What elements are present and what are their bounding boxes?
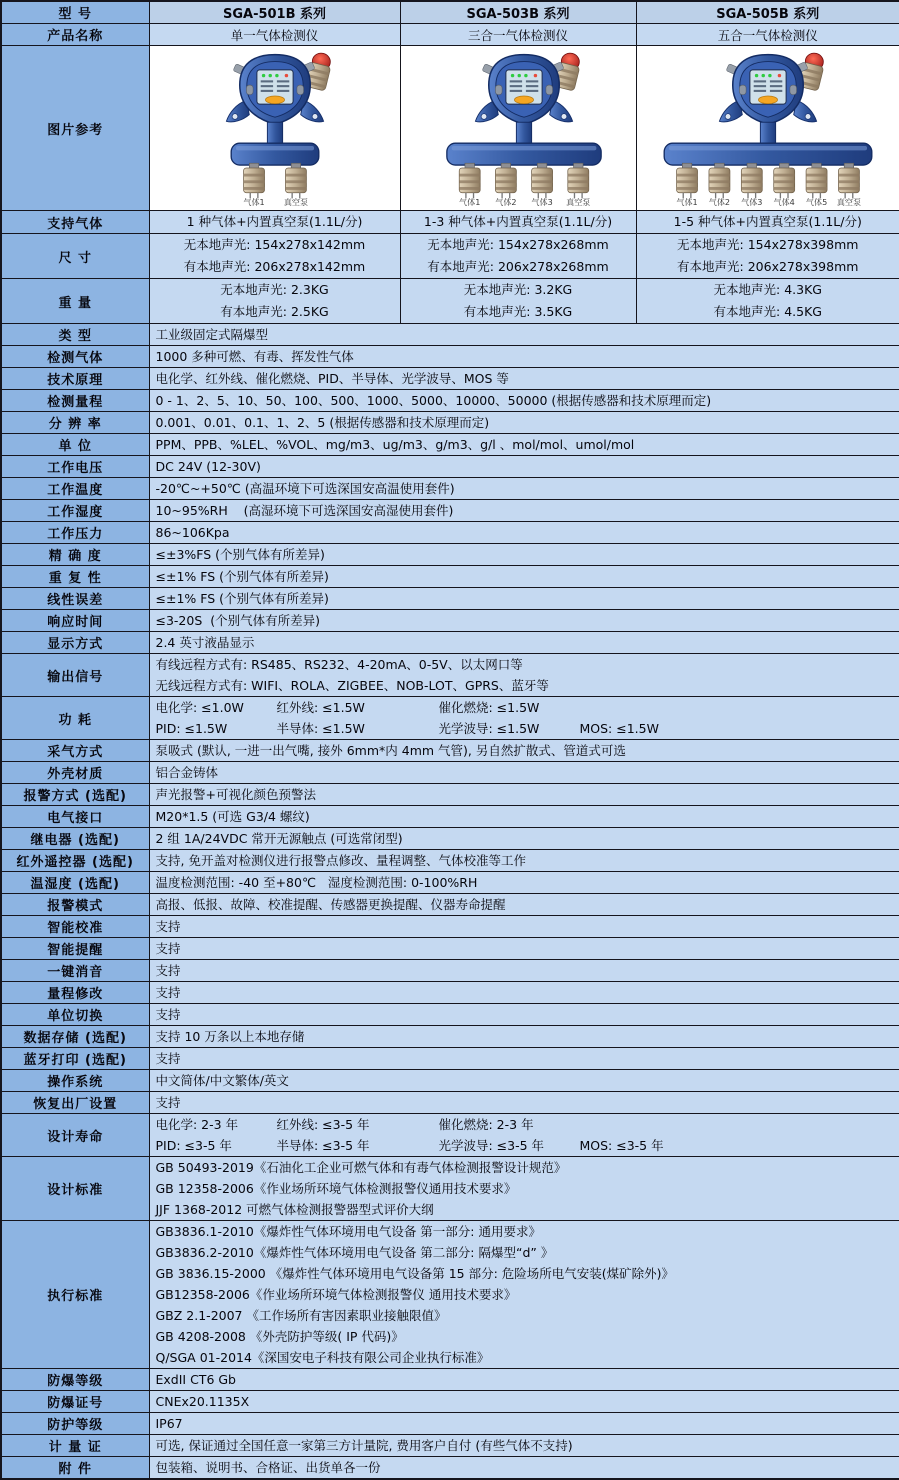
spec-line: 支持	[155, 985, 181, 1000]
compare-line: 无本地声光: 154x278x398mm	[677, 237, 859, 252]
spec-line: GB 3836.15-2000 《爆炸性气体环境用电气设备第 15 部分: 危险场所电气安装(煤矿除外)》	[155, 1266, 675, 1281]
spec-line: GB 50493-2019《石油化工企业可燃气体和有毒气体检测报警设计规范》	[155, 1160, 567, 1175]
spec-line: ExdII CT6 Gb	[155, 1372, 236, 1387]
compare-line: 有本地声光: 206x278x142mm	[183, 259, 366, 274]
spec-row	[1, 806, 899, 828]
spec-row	[1, 346, 899, 368]
spec-line: 支持	[155, 963, 181, 978]
row-label: 分 辨 率	[1, 412, 149, 434]
spec-line: 支持	[155, 941, 181, 956]
compare-row	[1, 211, 899, 234]
compare-line: 无本地声光: 4.3KG	[713, 282, 822, 297]
spec-row	[1, 762, 899, 784]
spec-line: ≤3-20S (个别气体有所差异)	[155, 613, 320, 628]
spec-value-cell	[149, 1114, 899, 1157]
row-label-product-name: 产品名称	[1, 24, 149, 46]
spec-line: GB 12358-2006《作业场所环境气体检测报警仪通用技术要求》	[155, 1181, 517, 1196]
sensor-label: 气体1	[242, 196, 265, 207]
spec-line: 温度检测范围: -40 至+80℃ 湿度检测范围: 0-100%RH	[155, 875, 478, 890]
spec-row	[1, 1114, 899, 1157]
row-label: 报警方式 (选配)	[1, 784, 149, 806]
spec-segment: 半导体: ≤3-5 年	[276, 1138, 370, 1153]
sensor-label: 真空泵	[565, 196, 590, 207]
row-label: 恢复出厂设置	[1, 1092, 149, 1114]
compare-line: 无本地声光: 2.3KG	[220, 282, 329, 297]
spec-row	[1, 1026, 899, 1048]
sensor-cylinder	[837, 163, 861, 207]
row-label: 一键消音	[1, 960, 149, 982]
spec-value-cell	[149, 566, 899, 588]
spec-value-cell	[149, 697, 899, 740]
spec-segment: 电化学: 2-3 年	[155, 1117, 239, 1132]
row-label: 采气方式	[1, 740, 149, 762]
spec-line: ≤±1% FS (个别气体有所差异)	[155, 569, 329, 584]
product-name-cell: 五合一气体检测仪	[636, 24, 899, 46]
product-image-cell	[149, 46, 400, 211]
spec-line: 2 组 1A/24VDC 常开无源触点 (可选常闭型)	[155, 831, 403, 846]
spec-row	[1, 500, 899, 522]
row-label: 重 量	[1, 279, 149, 324]
spec-line: 支持	[155, 919, 181, 934]
spec-row	[1, 1048, 899, 1070]
spec-segment: 催化燃烧: 2-3 年	[438, 1117, 534, 1132]
spec-line: 支持	[155, 1051, 181, 1066]
spec-line: 无线远程方式有: WIFI、ROLA、ZIGBEE、NOB-LOT、GPRS、蓝牙等	[155, 678, 549, 693]
spec-segment: 电化学: ≤1.0W	[155, 700, 244, 715]
spec-line: 工业级固定式隔爆型	[155, 327, 269, 342]
spec-segment: 光学波导: ≤1.5W	[438, 721, 540, 736]
spec-segment: PID: ≤1.5W	[155, 721, 228, 736]
compare-line: 无本地声光: 154x278x268mm	[427, 237, 609, 252]
spec-row	[1, 697, 899, 740]
row-label: 功 耗	[1, 697, 149, 740]
row-label: 设计标准	[1, 1157, 149, 1221]
spec-line: CNEx20.1135X	[155, 1394, 250, 1409]
spec-value-cell	[149, 960, 899, 982]
spec-value-cell	[149, 740, 899, 762]
detector-illustration	[645, 47, 891, 207]
compare-line: 1 种气体+内置真空泵(1.1L/分)	[186, 214, 363, 229]
spec-value-cell	[149, 346, 899, 368]
spec-row	[1, 872, 899, 894]
compare-value-cell	[400, 211, 636, 234]
spec-row	[1, 828, 899, 850]
spec-value-cell	[149, 1221, 899, 1369]
row-label: 量程修改	[1, 982, 149, 1004]
spec-row	[1, 588, 899, 610]
spec-line: 2.4 英寸液晶显示	[155, 635, 255, 650]
spec-line: 泵吸式 (默认, 一进一出气嘴, 接外 6mm*内 4mm 气管), 另自然扩散式、管道式可选	[155, 743, 626, 758]
spec-value-cell	[149, 916, 899, 938]
sensor-cylinder	[495, 163, 516, 207]
row-label: 检测气体	[1, 346, 149, 368]
sensor-label: 气体3	[740, 196, 763, 207]
spec-row	[1, 1369, 899, 1391]
compare-value-cell	[400, 279, 636, 324]
spec-line: GB 4208-2008 《外壳防护等级( IP 代码)》	[155, 1329, 404, 1344]
spec-line: 高报、低报、故障、校准提醒、传感器更换提醒、仪器寿命提醒	[155, 897, 506, 912]
row-label-model: 型 号	[1, 1, 149, 24]
row-image	[1, 46, 899, 211]
compare-row	[1, 279, 899, 324]
compare-value-cell	[636, 279, 899, 324]
sensor-cylinder	[243, 163, 264, 207]
row-model	[1, 1, 899, 24]
spec-row	[1, 566, 899, 588]
spec-line	[156, 697, 894, 718]
row-label: 单 位	[1, 434, 149, 456]
row-label-image: 图片参考	[1, 46, 149, 211]
spec-value-cell	[149, 390, 899, 412]
row-label: 执行标准	[1, 1221, 149, 1369]
spec-value-cell	[149, 434, 899, 456]
spec-line: Q/SGA 01-2014《深国安电子科技有限公司企业执行标准》	[155, 1350, 490, 1365]
spec-value-cell	[149, 1070, 899, 1092]
spec-line: 声光报警+可视化颜色预警法	[155, 787, 316, 802]
detector-illustration	[401, 47, 637, 207]
spec-row	[1, 390, 899, 412]
product-image-cell	[400, 46, 636, 211]
compare-line: 1-5 种气体+内置真空泵(1.1L/分)	[673, 214, 862, 229]
spec-value-cell	[149, 456, 899, 478]
compare-line: 有本地声光: 206x278x268mm	[427, 259, 609, 274]
row-label: 线性误差	[1, 588, 149, 610]
sensor-label: 气体1	[676, 196, 698, 207]
spec-value-cell	[149, 654, 899, 697]
row-label: 尺 寸	[1, 234, 149, 279]
spec-row	[1, 1457, 899, 1480]
compare-value-cell	[400, 234, 636, 279]
product-image-cell	[636, 46, 899, 211]
row-label: 防爆等级	[1, 1369, 149, 1391]
sensor-cylinder	[741, 163, 762, 207]
spec-value-cell	[149, 544, 899, 566]
sensor-label: 气体5	[805, 196, 827, 207]
spec-row	[1, 1070, 899, 1092]
spec-line: 铝合金铸体	[155, 765, 219, 780]
compare-value-cell	[149, 211, 400, 234]
spec-line	[156, 1114, 894, 1135]
spec-row	[1, 1092, 899, 1114]
spec-value-cell	[149, 588, 899, 610]
row-label: 技术原理	[1, 368, 149, 390]
compare-line: 无本地声光: 154x278x142mm	[183, 237, 366, 252]
spec-value-cell	[149, 850, 899, 872]
spec-value-cell	[149, 872, 899, 894]
row-label: 附 件	[1, 1457, 149, 1480]
sensor-label: 真空泵	[836, 196, 861, 207]
row-label: 计 量 证	[1, 1435, 149, 1457]
row-label: 外壳材质	[1, 762, 149, 784]
spec-value-cell	[149, 806, 899, 828]
row-label: 电气接口	[1, 806, 149, 828]
row-label: 红外遥控器 (选配)	[1, 850, 149, 872]
spec-line: 包装箱、说明书、合格证、出货单各一份	[155, 1460, 381, 1475]
spec-value-cell	[149, 632, 899, 654]
spec-value-cell	[149, 982, 899, 1004]
row-label: 智能校准	[1, 916, 149, 938]
sensor-cylinder	[709, 163, 730, 207]
spec-segment: PID: ≤3-5 年	[155, 1138, 232, 1153]
spec-value-cell	[149, 478, 899, 500]
spec-segment: MOS: ≤1.5W	[579, 721, 659, 736]
spec-value-cell	[149, 324, 899, 346]
spec-value-cell	[149, 1048, 899, 1070]
spec-value-cell	[149, 1413, 899, 1435]
spec-line: 10~95%RH (高湿环境下可选深国安高湿使用套件)	[155, 503, 454, 518]
compare-line: 有本地声光: 3.5KG	[463, 304, 573, 319]
spec-value-cell	[149, 1092, 899, 1114]
spec-segment: 催化燃烧: ≤1.5W	[438, 700, 540, 715]
compare-value-cell	[636, 211, 899, 234]
spec-row	[1, 740, 899, 762]
row-label: 温湿度 (选配)	[1, 872, 149, 894]
spec-segment: 红外线: ≤1.5W	[276, 700, 365, 715]
row-label: 单位切换	[1, 1004, 149, 1026]
spec-line: GBZ 2.1-2007 《工作场所有害因素职业接触限值》	[155, 1308, 447, 1323]
spec-row	[1, 412, 899, 434]
spec-row	[1, 1221, 899, 1369]
spec-value-cell	[149, 412, 899, 434]
spec-line: DC 24V (12-30V)	[155, 459, 261, 474]
spec-line: ≤±3%FS (个别气体有所差异)	[155, 547, 325, 562]
spec-value-cell	[149, 894, 899, 916]
spec-value-cell	[149, 938, 899, 960]
row-label: 工作湿度	[1, 500, 149, 522]
spec-segment: MOS: ≤3-5 年	[579, 1138, 664, 1153]
sensor-label: 气体4	[773, 196, 795, 207]
spec-line: 0.001、0.01、0.1、1、2、5 (根据传感器和技术原理而定)	[155, 415, 490, 430]
spec-row	[1, 1391, 899, 1413]
spec-line: 支持	[155, 1007, 181, 1022]
spec-value-cell	[149, 368, 899, 390]
spec-row	[1, 478, 899, 500]
spec-row	[1, 1435, 899, 1457]
spec-line: 可选, 保证通过全国任意一家第三方计量院, 费用客户自付 (有些气体不支持)	[155, 1438, 573, 1453]
spec-line: GB12358-2006《作业场所环境气体检测报警仪 通用技术要求》	[155, 1287, 517, 1302]
spec-value-cell	[149, 610, 899, 632]
spec-row	[1, 610, 899, 632]
row-label: 精 确 度	[1, 544, 149, 566]
row-label: 重 复 性	[1, 566, 149, 588]
spec-row	[1, 982, 899, 1004]
sensor-cylinder	[531, 163, 552, 207]
sensor-cylinder	[773, 163, 794, 207]
row-label: 操作系统	[1, 1070, 149, 1092]
compare-value-cell	[636, 234, 899, 279]
spec-value-cell	[149, 1457, 899, 1480]
compare-line: 有本地声光: 206x278x398mm	[677, 259, 859, 274]
spec-value-cell	[149, 1369, 899, 1391]
sensor-cylinder	[676, 163, 697, 207]
spec-value-cell	[149, 1391, 899, 1413]
spec-row	[1, 960, 899, 982]
compare-line: 有本地声光: 4.5KG	[713, 304, 822, 319]
spec-row	[1, 456, 899, 478]
spec-row	[1, 894, 899, 916]
row-label: 显示方式	[1, 632, 149, 654]
spec-value-cell	[149, 784, 899, 806]
spec-row	[1, 434, 899, 456]
row-label: 支持气体	[1, 211, 149, 234]
model-header-cell: SGA-505B 系列	[636, 1, 899, 24]
spec-value-cell	[149, 762, 899, 784]
sensor-cylinder	[566, 163, 590, 207]
spec-line: 1000 多种可燃、有毒、挥发性气体	[155, 349, 354, 364]
spec-row	[1, 654, 899, 697]
compare-line: 无本地声光: 3.2KG	[463, 282, 573, 297]
spec-line: 有线远程方式有: RS485、RS232、4-20mA、0-5V、以太网口等	[155, 657, 523, 672]
row-label: 数据存储 (选配)	[1, 1026, 149, 1048]
spec-line: 0 - 1、2、5、10、50、100、500、1000、5000、10000、50000 (根据传感器和技术原理而定)	[155, 393, 712, 408]
spec-row	[1, 324, 899, 346]
row-label: 工作温度	[1, 478, 149, 500]
product-name-cell: 单一气体检测仪	[149, 24, 400, 46]
spec-segment: 光学波导: ≤3-5 年	[438, 1138, 545, 1153]
row-label: 报警模式	[1, 894, 149, 916]
spec-line: JJF 1368-2012 可燃气体检测报警器型式评价大纲	[155, 1202, 434, 1217]
spec-value-cell	[149, 500, 899, 522]
compare-value-cell	[149, 234, 400, 279]
spec-line	[156, 718, 894, 739]
spec-line: ≤±1% FS (个别气体有所差异)	[155, 591, 329, 606]
row-label: 设计寿命	[1, 1114, 149, 1157]
spec-row	[1, 632, 899, 654]
spec-line: GB3836.2-2010《爆炸性气体环境用电气设备 第二部分: 隔爆型“d” 》	[155, 1245, 554, 1260]
spec-row	[1, 368, 899, 390]
spec-row	[1, 784, 899, 806]
row-label: 响应时间	[1, 610, 149, 632]
spec-line: IP67	[155, 1416, 183, 1431]
spec-line: 电化学、红外线、催化燃烧、PID、半导体、光学波导、MOS 等	[155, 371, 509, 386]
sensor-cylinder	[283, 163, 307, 207]
spec-row	[1, 1004, 899, 1026]
spec-line: M20*1.5 (可选 G3/4 螺纹)	[155, 809, 310, 824]
spec-row	[1, 938, 899, 960]
row-label: 输出信号	[1, 654, 149, 697]
spec-value-cell	[149, 828, 899, 850]
sensor-label: 真空泵	[283, 196, 308, 207]
spec-line: 支持, 免开盖对检测仪进行报警点修改、量程调整、气体校准等工作	[155, 853, 526, 868]
sensor-label: 气体1	[458, 196, 480, 207]
sensor-cylinder	[459, 163, 480, 207]
row-label: 工作电压	[1, 456, 149, 478]
compare-line: 有本地声光: 2.5KG	[220, 304, 329, 319]
spec-line: GB3836.1-2010《爆炸性气体环境用电气设备 第一部分: 通用要求》	[155, 1224, 541, 1239]
spec-line: PPM、PPB、%LEL、%VOL、mg/m3、ug/m3、g/m3、g/l 、mol/mol、umol/mol	[155, 437, 635, 452]
spec-line: 支持	[155, 1095, 181, 1110]
row-product-name	[1, 24, 899, 46]
row-label: 防爆证号	[1, 1391, 149, 1413]
spec-segment: 红外线: ≤3-5 年	[276, 1117, 370, 1132]
spec-value-cell	[149, 522, 899, 544]
spec-value-cell	[149, 1026, 899, 1048]
spec-line: 支持 10 万条以上本地存储	[155, 1029, 305, 1044]
spec-row	[1, 916, 899, 938]
sensor-cylinder	[806, 163, 827, 207]
spec-row	[1, 1413, 899, 1435]
row-label: 继电器 (选配)	[1, 828, 149, 850]
row-label: 蓝牙打印 (选配)	[1, 1048, 149, 1070]
spec-line: 中文简体/中文繁体/英文	[155, 1073, 289, 1088]
sensor-label: 气体3	[530, 196, 553, 207]
spec-row	[1, 544, 899, 566]
sensor-label: 气体2	[708, 196, 730, 207]
compare-row	[1, 234, 899, 279]
row-label: 智能提醒	[1, 938, 149, 960]
model-header-cell: SGA-503B 系列	[400, 1, 636, 24]
row-label: 类 型	[1, 324, 149, 346]
compare-line: 1-3 种气体+内置真空泵(1.1L/分)	[423, 214, 613, 229]
compare-value-cell	[149, 279, 400, 324]
product-name-cell: 三合一气体检测仪	[400, 24, 636, 46]
spec-value-cell	[149, 1157, 899, 1221]
spec-segment: 半导体: ≤1.5W	[276, 721, 365, 736]
sensor-label: 气体2	[494, 196, 517, 207]
spec-value-cell	[149, 1004, 899, 1026]
detector-illustration	[152, 47, 398, 207]
row-label: 检测量程	[1, 390, 149, 412]
row-label: 工作压力	[1, 522, 149, 544]
spec-value-cell	[149, 1435, 899, 1457]
spec-line	[156, 1135, 894, 1156]
spec-row	[1, 850, 899, 872]
spec-row	[1, 522, 899, 544]
spec-row	[1, 1157, 899, 1221]
spec-line: 86~106Kpa	[155, 525, 230, 540]
row-label: 防护等级	[1, 1413, 149, 1435]
spec-line: -20℃~+50℃ (高温环境下可选深国安高温使用套件)	[155, 481, 455, 496]
model-header-cell: SGA-501B 系列	[149, 1, 400, 24]
